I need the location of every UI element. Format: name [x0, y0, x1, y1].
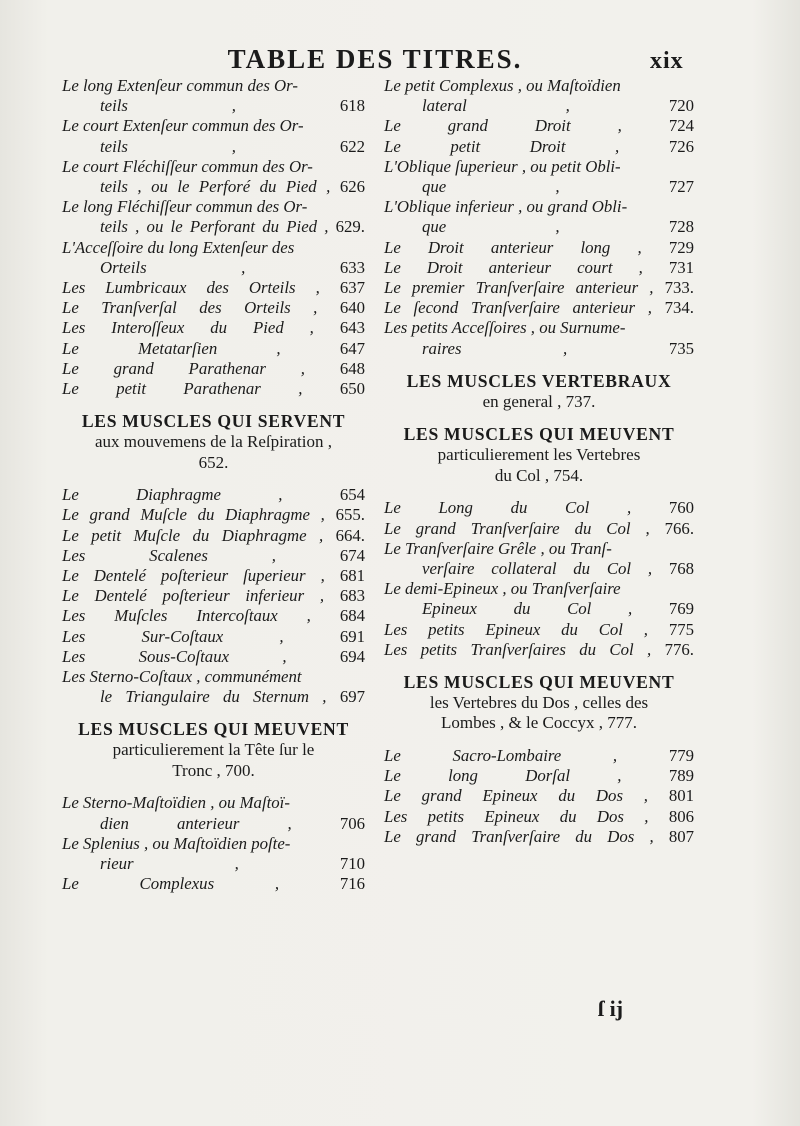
entry-line: [62, 339, 365, 359]
entry-line: [62, 278, 365, 298]
entry-text: Le Metatarſien ,: [62, 338, 281, 358]
section-title: LES MUSCLES QUI MEUVENT: [78, 719, 349, 740]
index-column-left: [62, 76, 365, 895]
entry-text: Les Muſcles Intercoſtaux ,: [62, 606, 311, 626]
entry-line: [62, 96, 365, 116]
entry-text: Le Tranſverſal des Orteils ,: [62, 298, 318, 318]
entry-line: [62, 667, 365, 687]
entry-page: 729: [668, 237, 694, 257]
entry-text: Orteils ,: [100, 257, 246, 277]
index-entry: [62, 834, 365, 874]
entry-page: 716: [339, 874, 365, 894]
section-heading: [384, 672, 694, 734]
index-entry: [62, 298, 365, 318]
entry-line: [384, 197, 694, 217]
entry-text: Le Droit anterieur court ,: [384, 257, 643, 277]
entry-text: Le long Fléchiſſeur commun des Or-: [62, 197, 308, 217]
index-column-right: [384, 76, 694, 847]
entry-page: 779: [668, 745, 694, 765]
entry-page: 807: [668, 826, 695, 846]
entry-page: 654: [339, 485, 365, 505]
entry-text: Le Sacro-Lombaire ,: [384, 745, 618, 765]
entry-text: Le Droit anterieur long ,: [384, 237, 642, 257]
entry-page: 637: [339, 278, 365, 298]
entry-text: Le Diaphragme ,: [62, 485, 283, 505]
entry-text: Le grand Tranſverſaire du Dos ,: [384, 826, 654, 846]
entry-text: Le court Fléchiſſeur commun des Or-: [62, 156, 313, 176]
entry-line: [384, 137, 694, 157]
section-title: LES MUSCLES QUI MEUVENT: [403, 424, 675, 445]
entry-text: Le Splenius , ou Maſtoïdien poſte-: [62, 833, 291, 853]
entry-page: 768: [668, 558, 694, 578]
entry-text: Les Interoſſeux du Pied ,: [62, 318, 314, 338]
entry-text: Le Dentelé poſterieur ſuperieur ,: [62, 566, 325, 586]
entry-line: [384, 339, 694, 359]
entry-page: 681: [339, 566, 365, 586]
entry-text: Le long Extenſeur commun des Or-: [62, 76, 298, 95]
entry-line: [384, 298, 694, 318]
entry-page: 801: [668, 786, 694, 806]
entry-page: 629.: [335, 217, 365, 237]
entry-line: [62, 526, 365, 546]
entry-line: [62, 854, 365, 874]
entry-line: [62, 76, 365, 96]
section-subtitle: du Col , 754.: [494, 465, 584, 485]
entry-page: 633: [339, 257, 365, 277]
index-entry: [62, 647, 365, 667]
entry-line: [62, 359, 365, 379]
entry-page: 728: [668, 217, 694, 237]
entry-text: lateral ,: [422, 96, 570, 116]
entry-line: [384, 96, 694, 116]
entry-text: Les Sous-Coſtaux ,: [62, 646, 287, 666]
section-subtitle: 652.: [198, 452, 229, 472]
index-entry: [384, 278, 694, 298]
section-heading: [384, 371, 694, 413]
entry-line: [384, 498, 694, 518]
entry-line: [384, 807, 694, 827]
entry-text: que ,: [422, 177, 560, 197]
entry-text: Les petits Epineux du Dos ,: [384, 806, 649, 826]
entry-page: 775: [668, 619, 694, 639]
entry-text: que ,: [422, 217, 560, 237]
entry-line: [384, 599, 694, 619]
entry-text: Le Tranſverſaire Grêle , ou Tranſ-: [384, 538, 612, 558]
entry-text: Les Sterno-Coſtaux , communément: [62, 667, 302, 687]
index-entry: [62, 339, 365, 359]
entry-text: Le petit Parathenar ,: [62, 379, 303, 399]
entry-page: 731: [668, 257, 694, 277]
index-entry: [384, 318, 694, 358]
entry-page: 648: [339, 358, 365, 378]
entry-text: le Triangulaire du Sternum ,: [100, 687, 327, 707]
entry-text: Le long Dorſal ,: [384, 766, 622, 786]
entry-line: [384, 76, 694, 96]
entry-line: [62, 505, 365, 525]
section-subtitle: en general , 737.: [482, 391, 596, 411]
index-entry: [384, 640, 694, 660]
entry-text: Epineux du Col ,: [422, 599, 633, 619]
entry-line: [62, 157, 365, 177]
entry-page: 691: [339, 626, 365, 646]
entry-page: 664.: [335, 525, 365, 545]
entry-text: Les petits Tranſverſaires du Col ,: [384, 639, 652, 659]
entry-text: Les Lumbricaux des Orteils ,: [62, 278, 320, 298]
index-entry: [384, 238, 694, 258]
entry-page: 724: [668, 116, 694, 136]
entry-line: [384, 640, 694, 660]
index-entry: [384, 827, 694, 847]
entry-text: Le petit Droit ,: [384, 136, 620, 156]
entry-text: L'Oblique inferieur , ou grand Obli-: [384, 197, 628, 217]
entry-line: [62, 546, 365, 566]
entry-page: 622: [339, 136, 365, 156]
index-entry: [62, 546, 365, 566]
entry-text: Le ſecond Tranſverſaire anterieur ,: [384, 298, 652, 318]
index-entry: [384, 539, 694, 579]
entry-text: Le Dentelé poſterieur inferieur ,: [62, 586, 325, 606]
index-entry: [62, 627, 365, 647]
entry-line: [384, 827, 694, 847]
index-entry: [384, 498, 694, 518]
entry-page: 655.: [335, 505, 365, 525]
index-entry: [62, 485, 365, 505]
entry-line: [384, 786, 694, 806]
index-entry: [62, 359, 365, 379]
entry-page: 650: [339, 379, 366, 399]
entry-line: [384, 620, 694, 640]
index-entry: [384, 786, 694, 806]
index-entry: [62, 238, 365, 278]
entry-page: 734.: [664, 298, 694, 318]
index-entry: [62, 116, 365, 156]
entry-line: [62, 814, 365, 834]
section-subtitle: particulierement les Vertebres: [437, 445, 641, 465]
entry-line: [62, 485, 365, 505]
entry-line: [62, 874, 365, 894]
index-entry: [62, 566, 365, 586]
index-entry: [62, 318, 365, 338]
entry-page: 789: [668, 766, 694, 786]
entry-page: 706: [339, 813, 365, 833]
entry-text: Le Sterno-Maſtoïdien , ou Maſtoï-: [62, 793, 290, 813]
index-entry: [384, 298, 694, 318]
entry-page: 674: [339, 545, 365, 565]
entry-line: [62, 586, 365, 606]
index-entry: [62, 197, 365, 237]
entry-page: 618: [339, 96, 365, 116]
index-entry: [62, 379, 365, 399]
index-entry: [384, 116, 694, 136]
index-entry: [384, 197, 694, 237]
entry-line: [62, 238, 365, 258]
entry-line: [62, 197, 365, 217]
section-subtitle: Lombes , & le Coccyx , 777.: [441, 713, 637, 733]
index-entry: [384, 157, 694, 197]
index-entry: [384, 76, 694, 116]
entry-page: 760: [668, 498, 694, 518]
entry-line: [384, 177, 694, 197]
section-heading: [62, 411, 365, 473]
entry-line: [62, 318, 365, 338]
entry-page: 776.: [664, 639, 694, 659]
entry-line: [384, 746, 694, 766]
entry-line: [62, 606, 365, 626]
section-title: LES MUSCLES QUI MEUVENT: [403, 671, 675, 692]
signature-mark: ſ ij: [598, 996, 624, 1021]
entry-text: Le grand Muſcle du Diaphragme ,: [62, 505, 325, 525]
entry-line: [62, 137, 365, 157]
entry-line: [384, 258, 694, 278]
entry-page: 727: [668, 177, 694, 197]
index-entry: [384, 746, 694, 766]
entry-text: Le petit Complexus , ou Maſtoïdien: [384, 76, 621, 95]
index-entry: [62, 526, 365, 546]
entry-line: [62, 177, 365, 197]
entry-line: [62, 834, 365, 854]
section-subtitle: particulierement la Tête ſur le: [112, 740, 315, 760]
entry-line: [62, 379, 365, 399]
entry-text: Les petits Acceſſoires , ou Surnume-: [384, 318, 626, 338]
section-subtitle: les Vertebres du Dos , celles des: [429, 692, 649, 712]
entry-text: dien anterieur ,: [100, 813, 292, 833]
entry-text: Le grand Tranſverſaire du Col ,: [384, 518, 650, 538]
index-entry: [62, 874, 365, 894]
index-entry: [384, 137, 694, 157]
entry-text: teils , ou le Perforé du Pied ,: [100, 177, 331, 197]
entry-page: 726: [668, 136, 694, 156]
index-entry: [62, 157, 365, 197]
entry-page: 683: [339, 586, 365, 606]
entry-line: [62, 566, 365, 586]
entry-line: [62, 627, 365, 647]
entry-page: 697: [339, 687, 365, 707]
index-entry: [62, 606, 365, 626]
index-entry: [62, 586, 365, 606]
entry-text: L'Oblique ſuperieur , ou petit Obli-: [384, 156, 621, 176]
entry-page: 735: [668, 338, 694, 358]
running-title: TABLE DES TITRES.: [227, 44, 523, 74]
entry-page: 640: [339, 298, 365, 318]
entry-text: Le premier Tranſverſaire anterieur ,: [384, 278, 654, 298]
index-entry: [384, 579, 694, 619]
section-subtitle: Tronc , 700.: [172, 760, 255, 780]
entry-line: [384, 116, 694, 136]
entry-text: Le grand Droit ,: [384, 116, 622, 136]
index-entry: [62, 76, 365, 116]
entry-text: rieur ,: [100, 854, 239, 874]
section-title: LES MUSCLES QUI SERVENT: [81, 411, 346, 432]
entry-page: 647: [339, 338, 365, 358]
entry-text: Le demi-Epineux , ou Tranſverſaire: [384, 579, 621, 599]
entry-text: Le grand Epineux du Dos ,: [384, 786, 648, 806]
entry-line: [384, 238, 694, 258]
section-title: LES MUSCLES VERTEBRAUX: [406, 370, 672, 391]
entry-text: Le court Extenſeur commun des Or-: [62, 116, 304, 136]
entry-page: 710: [339, 854, 365, 874]
entry-text: teils ,: [100, 136, 236, 156]
page-number: xix: [650, 48, 684, 74]
entry-line: [384, 278, 694, 298]
section-heading: [384, 424, 694, 486]
entry-line: [384, 559, 694, 579]
section-subtitle: aux mouvemens de la Reſpiration ,: [95, 432, 332, 452]
entry-text: Les Sur-Coſtaux ,: [62, 626, 284, 646]
entry-page: 694: [339, 646, 365, 666]
entry-page: 626: [339, 177, 365, 197]
entry-line: [384, 157, 694, 177]
index-entry: [62, 793, 365, 833]
entry-text: raires ,: [422, 338, 568, 358]
index-entry: [62, 278, 365, 298]
entry-page: 643: [339, 318, 365, 338]
entry-line: [62, 116, 365, 136]
entry-text: Le Complexus ,: [62, 874, 280, 894]
entry-page: 720: [668, 96, 694, 116]
entry-text: Les petits Epineux du Col ,: [384, 619, 648, 639]
entry-line: [62, 217, 365, 237]
entry-text: Les Scalenes ,: [62, 545, 276, 565]
entry-line: [62, 687, 365, 707]
entry-text: L'Acceſſoire du long Extenſeur des: [62, 237, 295, 257]
index-entry: [384, 258, 694, 278]
index-entry: [384, 519, 694, 539]
index-entry: [384, 807, 694, 827]
entry-line: [384, 766, 694, 786]
entry-page: 769: [668, 599, 694, 619]
entry-page: 733.: [664, 278, 694, 298]
entry-line: [384, 539, 694, 559]
entry-page: 806: [668, 806, 694, 826]
entry-page: 766.: [664, 518, 695, 538]
entry-text: teils ,: [100, 96, 236, 116]
entry-text: verſaire collateral du Col ,: [422, 558, 653, 578]
entry-text: teils , ou le Perforant du Pied ,: [100, 217, 329, 237]
entry-line: [62, 258, 365, 278]
entry-page: 684: [339, 606, 365, 626]
index-entry: [384, 620, 694, 640]
entry-line: [384, 519, 694, 539]
entry-line: [62, 793, 365, 813]
index-entry: [384, 766, 694, 786]
entry-line: [384, 318, 694, 338]
index-entry: [62, 667, 365, 707]
entry-text: Le Long du Col ,: [384, 498, 632, 518]
entry-line: [384, 217, 694, 237]
entry-line: [62, 647, 365, 667]
entry-line: [62, 298, 365, 318]
entry-text: Le grand Parathenar ,: [62, 358, 305, 378]
index-entry: [62, 505, 365, 525]
entry-line: [384, 579, 694, 599]
entry-text: Le petit Muſcle du Diaphragme ,: [62, 525, 324, 545]
section-heading: [62, 719, 365, 781]
